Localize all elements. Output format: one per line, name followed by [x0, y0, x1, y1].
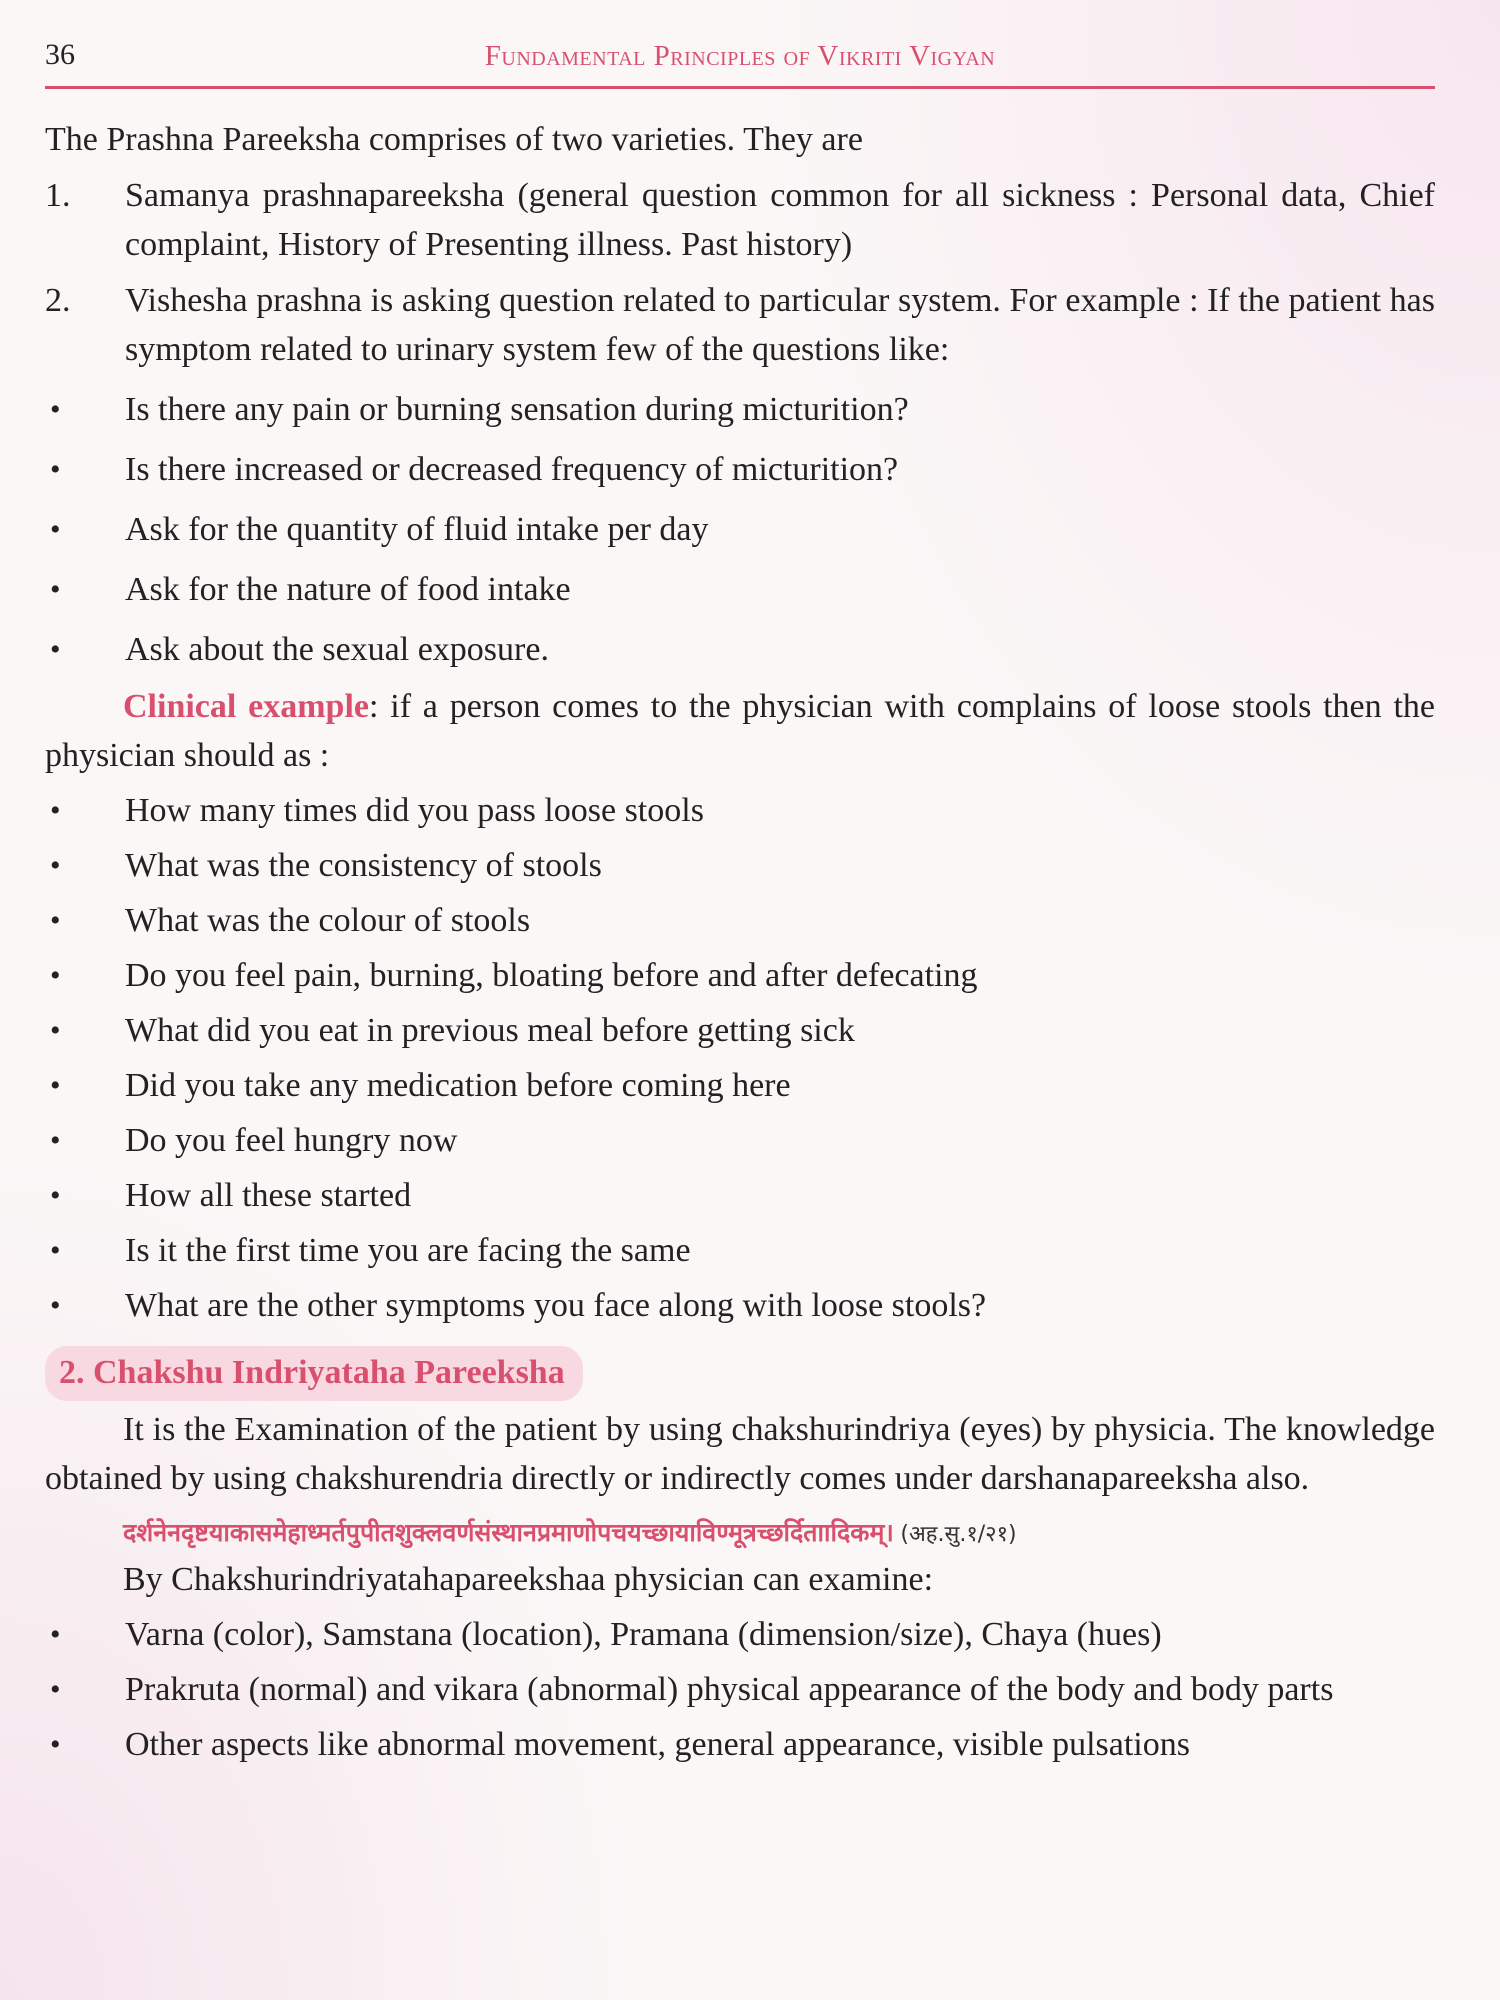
- list-item: [45, 1006, 1435, 1055]
- list-item-text: What was the consistency of stools: [125, 847, 602, 884]
- bullet-icon: •: [50, 959, 61, 992]
- page-header: [45, 38, 1435, 89]
- list-item: [45, 505, 1435, 554]
- list-item-text: Did you take any medication before coming here: [125, 1067, 791, 1104]
- page-content: [45, 115, 1435, 1769]
- list-item-text: Ask for the nature of food intake: [125, 571, 571, 608]
- section-heading: 2. Chakshu Indriyataha Pareeksha: [45, 1346, 583, 1401]
- list-item: [45, 841, 1435, 890]
- sanskrit-verse-line: [45, 1513, 1435, 1555]
- list-item-text: Varna (color), Samstana (location), Pramana (dimension/size), Chaya (hues): [125, 1616, 1162, 1653]
- list-item-text: How all these started: [125, 1177, 412, 1214]
- list-item-text: What are the other symptoms you face along with loose stools?: [125, 1287, 987, 1324]
- variety-item-2: [45, 276, 1435, 374]
- bullet-icon: •: [50, 1728, 61, 1761]
- list-item: [45, 1171, 1435, 1220]
- bullet-icon: •: [50, 849, 61, 882]
- section-paragraph: It is the Examination of the patient by using chakshurindriya (eyes) by physicia. The knowledge obtained by using chakshurendria directly or indirectly comes under darshanapareeksha also.: [45, 1411, 1435, 1497]
- bullet-icon: •: [50, 393, 61, 426]
- list-item-text: What did you eat in previous meal before getting sick: [125, 1012, 855, 1049]
- bullet-icon: •: [50, 1234, 61, 1267]
- bullet-icon: •: [50, 904, 61, 937]
- bullet-icon: •: [50, 1289, 61, 1322]
- list-item-text: Is there any pain or burning sensation during micturition?: [125, 391, 909, 428]
- variety-item-1: [45, 171, 1435, 269]
- list-item: [45, 786, 1435, 835]
- list-item-text: Is there increased or decreased frequency of micturition?: [125, 451, 899, 488]
- list-item: [45, 1116, 1435, 1165]
- variety-text: Samanya prashnapareeksha (general question common for all sickness : Personal data, Chief complaint, History of Presenting illness. Past history): [125, 177, 1435, 263]
- urinary-question-list: [45, 385, 1435, 674]
- section-lead: By Chakshurindriyatahapareekshaa physician can examine:: [123, 1561, 934, 1598]
- list-item: [45, 896, 1435, 945]
- bullet-icon: •: [50, 1014, 61, 1047]
- bullet-icon: •: [50, 453, 61, 486]
- bullet-icon: •: [50, 1673, 61, 1706]
- bullet-icon: •: [50, 513, 61, 546]
- list-item: [45, 445, 1435, 494]
- running-title: Fundamental Principles of Vikriti Vigyan: [484, 40, 996, 72]
- bullet-icon: •: [50, 573, 61, 606]
- bullet-icon: •: [50, 1069, 61, 1102]
- list-item: [45, 1226, 1435, 1275]
- list-item: [45, 565, 1435, 614]
- clinical-example-label: Clinical example: [123, 688, 369, 725]
- list-item: [45, 1720, 1435, 1769]
- examination-list: [45, 1610, 1435, 1769]
- list-item-text: What was the colour of stools: [125, 902, 531, 939]
- bullet-icon: •: [50, 794, 61, 827]
- list-item-text: Do you feel pain, burning, bloating before and after defecating: [125, 957, 978, 994]
- list-item-text: Is it the first time you are facing the same: [125, 1232, 691, 1269]
- bullet-icon: •: [50, 633, 61, 666]
- list-item: [45, 1061, 1435, 1110]
- stool-question-list: [45, 786, 1435, 1330]
- list-item-text: Ask for the quantity of fluid intake per day: [125, 511, 709, 548]
- intro-paragraph: The Prashna Pareeksha comprises of two varieties. They are: [45, 121, 863, 158]
- variety-text: Vishesha prashna is asking question related to particular system. For example : If the patient has symptom related to urinary system few of the questions like:: [125, 282, 1435, 368]
- list-item: [45, 1281, 1435, 1330]
- list-item-text: Prakruta (normal) and vikara (abnormal) physical appearance of the body and body parts: [125, 1671, 1334, 1708]
- clinical-example-text: : if a person comes to the physician with complains of loose stools then the physician should as :: [45, 688, 1435, 774]
- bullet-icon: •: [50, 1179, 61, 1212]
- list-item-text: Do you feel hungry now: [125, 1122, 458, 1159]
- page-number: 36: [45, 38, 75, 71]
- list-item: [45, 1610, 1435, 1659]
- variety-marker: 1.: [45, 177, 71, 214]
- bullet-icon: •: [50, 1618, 61, 1651]
- list-item: [45, 625, 1435, 674]
- list-item: [45, 385, 1435, 434]
- sanskrit-verse: दर्शनेनदृष्टयाकासमेहाध्मर्तपुपीतशुक्लवर्णसंस्थानप्रमाणोपचयच्छायाविण्मूत्रच्छर्दिताादिकम्।: [123, 1518, 894, 1547]
- list-item-text: Other aspects like abnormal movement, general appearance, visible pulsations: [125, 1726, 1190, 1763]
- clinical-example-paragraph: [45, 682, 1435, 780]
- bullet-icon: •: [50, 1124, 61, 1157]
- sanskrit-reference: (अह.सु.१/२१): [900, 1522, 1017, 1547]
- variety-marker: 2.: [45, 282, 71, 319]
- list-item: [45, 951, 1435, 1000]
- list-item: [45, 1665, 1435, 1714]
- list-item-text: Ask about the sexual exposure.: [125, 631, 549, 668]
- list-item-text: How many times did you pass loose stools: [125, 792, 704, 829]
